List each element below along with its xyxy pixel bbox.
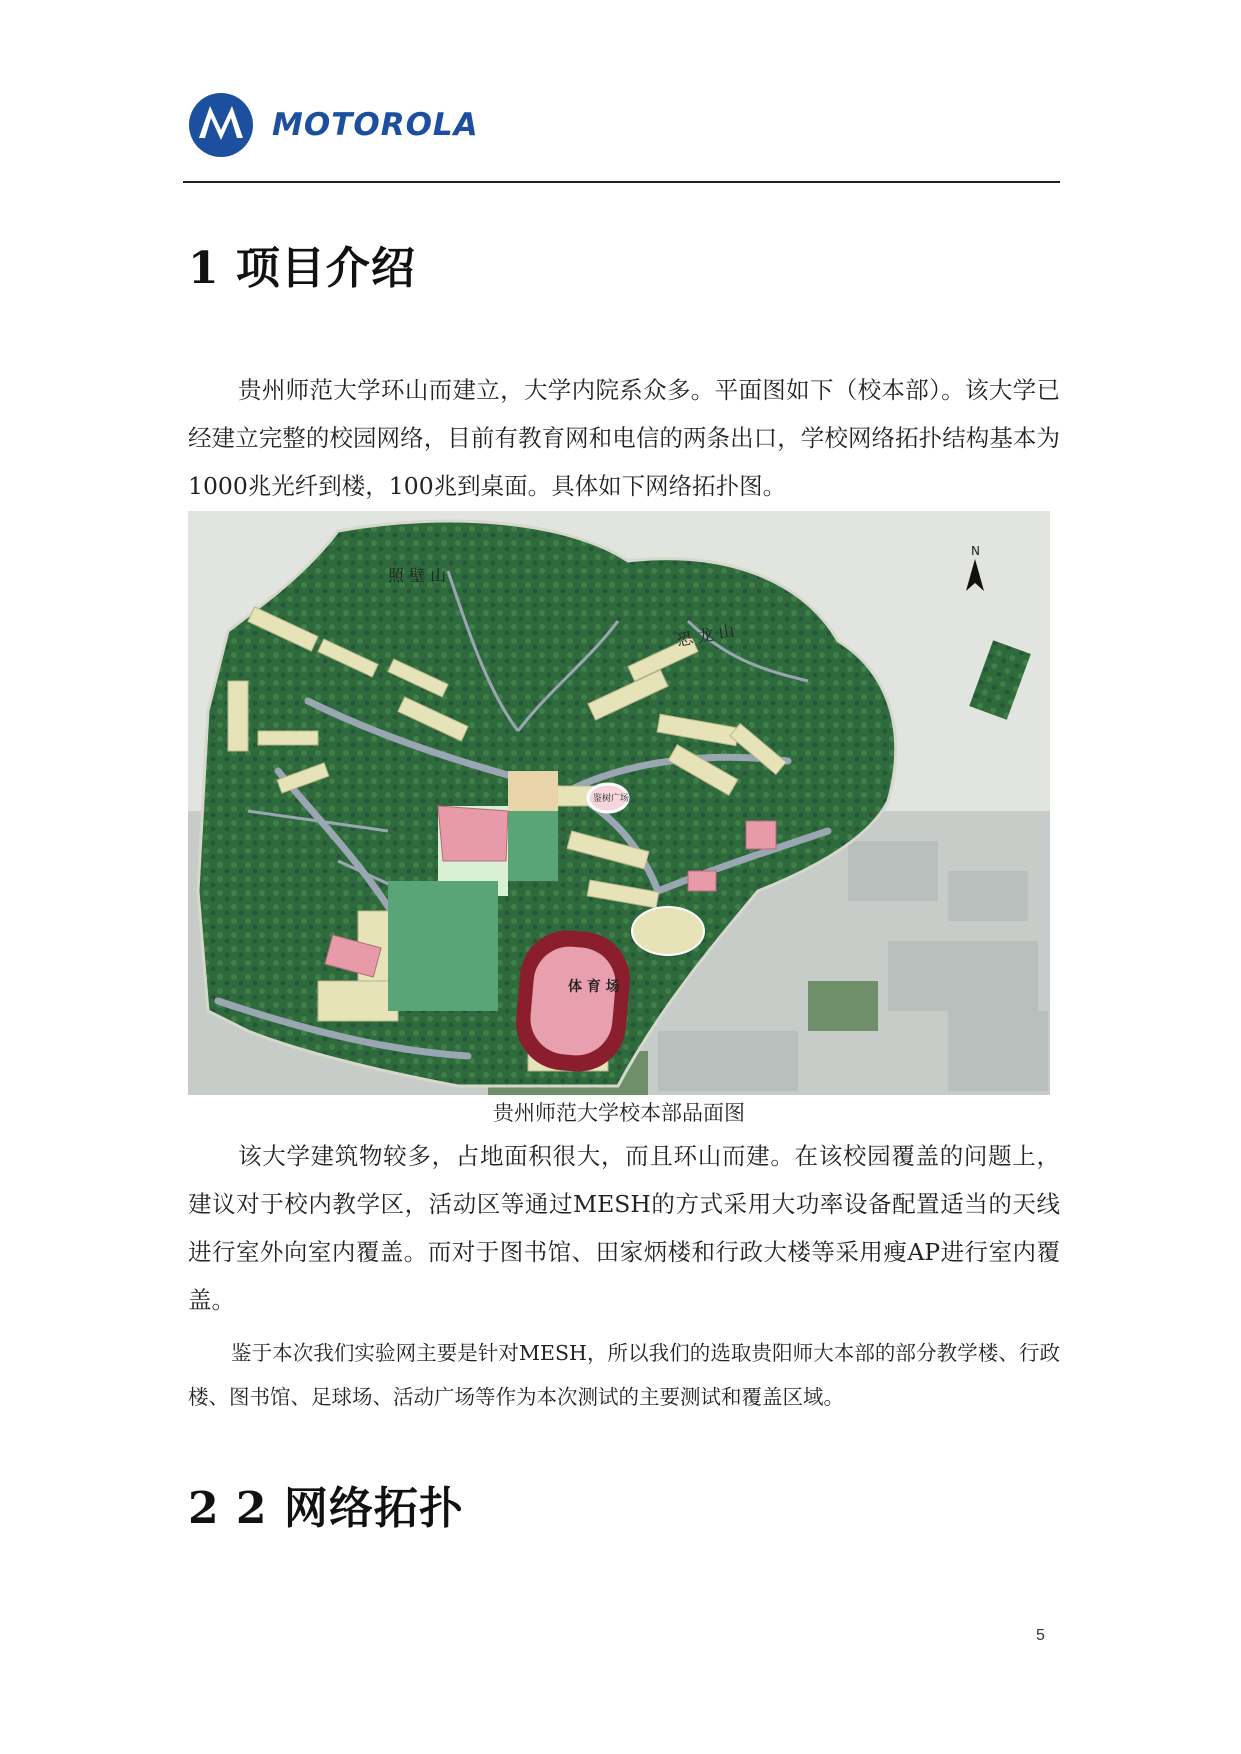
section-1-title: 1 项目介绍 [188,243,416,294]
header-logo [188,90,479,160]
map-label-mountain2: 恐 龙 山 [675,621,736,650]
campus-map-figure [188,511,1050,1095]
map-label-mountain1: 照 壁 山 [388,566,447,585]
intro-paragraph: 贵州师范大学环山而建立，大学内院系众多。平面图如下（校本部）。该大学已经建立完整的校园网络，目前有教育网和电信的两条出口，学校网络拓扑结构基本为1000兆光纤到楼，100兆到桌面。具体如下网络拓扑图。 [188,376,1060,500]
campus-map-image [188,511,1050,1095]
coverage-paragraph: 该大学建筑物较多，占地面积很大，而且环山而建。在该校园覆盖的问题上，建议对于校内教学区，活动区等通过MESH的方式采用大功率设备配置适当的天线进行室外向室内覆盖。而对于图书馆、田家炳楼和行政大楼等采用瘦AP进行室内覆盖。 [188,1142,1060,1314]
map-label-stadium: 体 育 场 [568,979,620,995]
logo-text: MOTOROLA [272,107,479,143]
header-divider [183,181,1060,183]
page-number: 5 [1036,1627,1045,1644]
section-2-title: 2 2 网络拓扑 [188,1483,464,1534]
north-label: N [971,544,980,558]
map-label-plaza: 鉴树广场 [593,794,630,804]
figure-caption: 贵州师范大学校本部品面图 [493,1101,745,1125]
motorola-batwing-icon [188,92,254,158]
test-area-paragraph: 鉴于本次我们实验网主要是针对MESH，所以我们的选取贵阳师大本部的部分教学楼、行政楼、图书馆、足球场、活动广场等作为本次测试的主要测试和覆盖区域。 [188,1341,1060,1409]
